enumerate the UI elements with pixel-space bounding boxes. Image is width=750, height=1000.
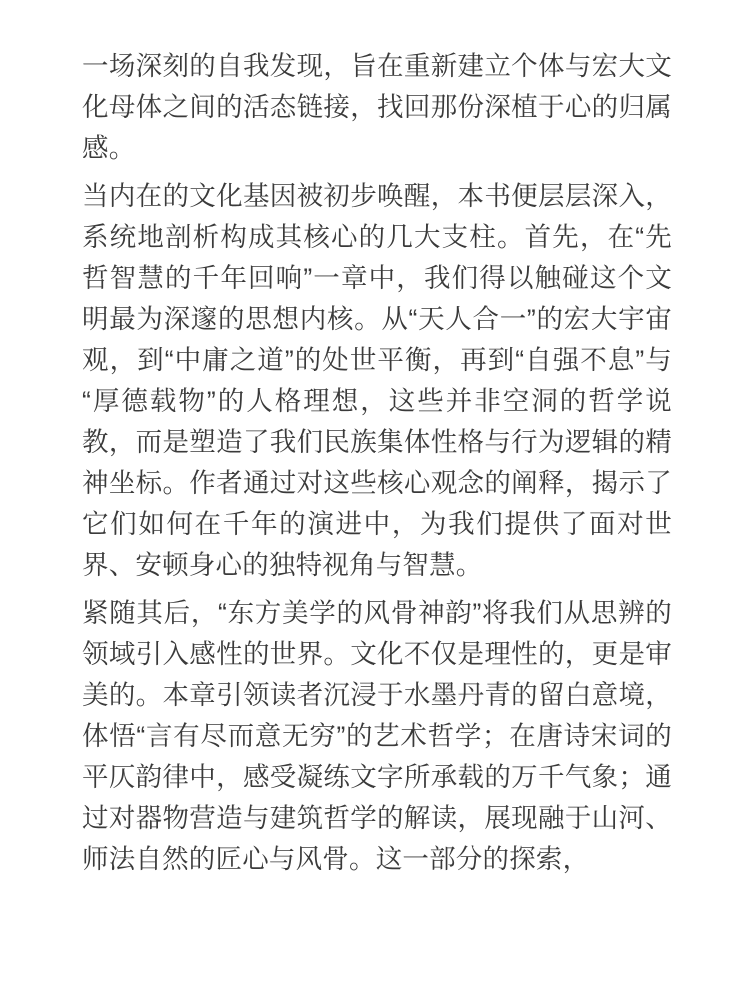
text-content	[82, 46, 672, 880]
paragraph-1: 一场深刻的自我发现，旨在重新建立个体与宏大文化母体之间的活态链接，找回那份深植于心的归属感。	[82, 51, 672, 163]
paragraph-3: 紧随其后，“东方美学的风骨神韵”将我们从思辨的领域引入感性的世界。文化不仅是理性的，更是审美的。本章引领读者沉浸于水墨丹青的留白意境，体悟“言有尽而意无穷”的艺术哲学；在唐诗宋词的平仄韵律中，感受凝练文字所承载的万千气象；通过对器物营造与建筑哲学的解读，展现融于山河、师法自然的匠心与风骨。这一部分的探索，	[82, 598, 672, 874]
paragraph-2: 当内在的文化基因被初步唤醒，本书便层层深入，系统地剖析构成其核心的几大支柱。首先，在“先哲智慧的千年回响”一章中，我们得以触碰这个文明最为深邃的思想内核。从“天人合一”的宏大宇宙观，到“中庸之道”的处世平衡，再到“自强不息”与“厚德载物”的人格理想，这些并非空洞的哲学说教，而是塑造了我们民族集体性格与行为逻辑的精神坐标。作者通过对这些核心观念的阐释，揭示了它们如何在千年的演进中，为我们提供了面对世界、安顿身心的独特视角与智慧。	[82, 181, 672, 580]
